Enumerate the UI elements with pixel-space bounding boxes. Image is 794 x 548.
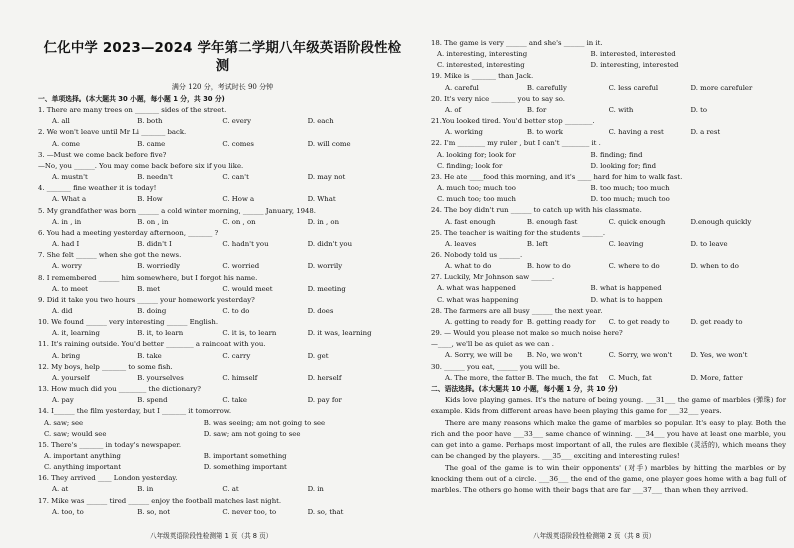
answer-options: [38, 116, 407, 127]
answer-options: [431, 127, 786, 138]
answer-options: [38, 194, 407, 205]
answer-option: B. what is happened: [590, 284, 662, 293]
answer-option: D. to leave: [690, 239, 728, 248]
answer-option: C. much too; too much: [437, 195, 516, 204]
answer-option: A. to meet: [52, 284, 88, 293]
answer-option: D. didn't you: [307, 240, 353, 249]
answer-option: A. all: [52, 117, 70, 126]
exam-title: 仁化中学 2023—2024 学年第二学期八年级英语阶段性检测: [43, 41, 402, 74]
answer-option: C. worried: [222, 262, 260, 271]
answer-option: A. looking for; look for: [437, 150, 516, 159]
answer-option: C. having a rest: [608, 128, 664, 137]
question-stem: 9. Did it take you two hours ______ your homework yesterday?: [38, 295, 255, 304]
answer-option: D. does: [307, 306, 334, 315]
question-stem: 13. How much did you ________ the dictionary?: [38, 385, 201, 394]
answer-option: B. doing: [137, 306, 167, 315]
answer-option: C. never too, to: [222, 507, 277, 516]
answer-option: A. saw; see: [44, 418, 84, 427]
answer-option: C. take: [222, 396, 247, 405]
answer-option: B. finding; find: [590, 150, 643, 159]
answer-options: [431, 49, 786, 60]
exam-subtitle: 满分 120 分，考试时长 90 分钟: [171, 83, 274, 91]
answer-option: A. what to do: [445, 262, 492, 271]
answer-options: [431, 317, 786, 328]
answer-option: C. it is, to learn: [222, 329, 277, 338]
page-footer-right: 八年级英语阶段性检测第 2 页（共 8 页）: [533, 531, 656, 540]
question-stem: 10. We found ______ very interesting ______ English.: [38, 318, 219, 327]
answer-option: C. hadn't you: [222, 240, 269, 249]
question-stem: 3. —Must we come back before five?: [38, 150, 167, 159]
answer-option: C. leaving: [608, 239, 644, 248]
answer-options: [38, 261, 407, 272]
answer-option: D. something important: [203, 463, 287, 472]
answer-option: A. The more, the fatter: [445, 373, 526, 382]
answer-options: [38, 429, 407, 440]
answer-options: [38, 418, 407, 429]
answer-option: B. interested, interested: [590, 50, 676, 59]
answer-option: C. with: [608, 105, 634, 114]
answer-option: B. getting ready for: [526, 317, 596, 326]
passage-paragraph: Kids love playing games. It's the nature of being young. ___31___ the game of marbles (弹珠) for example. Kids from different areas have been playing this game for ___32___ years.: [431, 396, 786, 416]
answer-option: A. worry: [52, 262, 82, 271]
answer-option: B. How: [137, 195, 163, 204]
answer-option: D. in: [307, 485, 324, 494]
question-stem: 15. There's _______ in today's newspaper.: [38, 440, 182, 449]
section-heading-1: 一、单项选择。(本大题共 30 小题，每小题 1 分，共 30 分): [38, 95, 225, 103]
passage-paragraph: The goal of the game is to win their opponents' (对手) marbles by hitting the marbles or by knocking them out of a circle. ___36___ the end of the game, one player goes home with a bag full of marbles. The others go home with their bags that are far ___37___ than when they arrived.: [431, 463, 786, 495]
answer-option: A. what was happened: [437, 284, 516, 293]
answer-option: B. how to do: [526, 262, 571, 271]
question-stem: 24. The boy didn't run ______ to catch up with his classmate.: [431, 206, 642, 215]
question-stem: 1. There are many trees on _______ sides of the street.: [38, 106, 227, 115]
answer-options: [431, 194, 786, 205]
question-stem: 14. I______ the film yesterday, but I _______ it tomorrow.: [38, 407, 232, 416]
question-stem: 6. You had a meeting yesterday afternoon, _______ ?: [38, 228, 219, 237]
answer-options: [38, 395, 407, 406]
answer-option: C. quick enough: [608, 217, 666, 226]
answer-option: D. so, that: [307, 507, 344, 516]
answer-option: D. saw; am not going to see: [203, 429, 301, 438]
reading-passage: [431, 395, 786, 497]
answer-options: [38, 172, 407, 183]
page-footer-left: 八年级英语阶段性检测第 1 页（共 8 页）: [150, 531, 273, 540]
answer-option: A. of: [445, 105, 462, 114]
answer-options: [38, 328, 407, 339]
answer-option: B. left: [526, 239, 548, 248]
answer-option: D. in , on: [307, 217, 340, 226]
answer-option: C. interested, interesting: [437, 61, 525, 70]
answer-option: D. to: [690, 105, 708, 114]
question-stem: 27. Luckily, Mr Johnson saw ______.: [431, 273, 555, 282]
question-stem: 2. We won't leave until Mr Li _______ back.: [38, 128, 187, 137]
answer-option: D. too much; much too: [590, 195, 670, 204]
answer-option: D. interesting, interested: [590, 61, 679, 70]
answer-option: C. can't: [222, 173, 249, 182]
answer-options: [38, 239, 407, 250]
answer-options: [431, 105, 786, 116]
question-stem: 22. I'm ________ my ruler , but I can't ________ it .: [431, 139, 601, 148]
answer-options: [431, 217, 786, 228]
answer-options: [38, 484, 407, 495]
answer-option: C. Sorry, we won't: [608, 351, 673, 360]
answer-options: [431, 60, 786, 71]
answer-option: A. mustn't: [52, 173, 88, 182]
answer-option: C. less careful: [608, 83, 659, 92]
answer-option: B. to work: [526, 128, 563, 137]
answer-option: B. spend: [137, 396, 168, 405]
answer-option: A. much too; much too: [437, 184, 516, 193]
answer-options: [38, 451, 407, 462]
answer-option: D. meeting: [307, 284, 346, 293]
answer-option: B. for: [526, 105, 547, 114]
answer-option: C. every: [222, 117, 252, 126]
question-stem: 19. Mike is _______ than Jack.: [431, 72, 534, 81]
answer-option: D. when to do: [690, 262, 739, 271]
question-stem: —____, we'll be as quiet as we can .: [431, 340, 554, 349]
answer-option: B. came: [137, 139, 166, 148]
question-stem: 8. I remembered ______ him somewhere, but I forgot his name.: [38, 273, 258, 282]
answer-option: A. leaves: [445, 239, 477, 248]
answer-option: B. it, to learn: [137, 329, 184, 338]
answer-option: A. come: [52, 139, 80, 148]
answer-option: A. too, to: [52, 507, 84, 516]
question-stem: 11. It's raining outside. You'd better ________ a raincoat with you.: [38, 340, 266, 349]
answer-options: [431, 239, 786, 250]
answer-options: [38, 139, 407, 150]
answer-option: D. get: [307, 351, 329, 360]
answer-option: A. bring: [52, 351, 81, 360]
question-stem: 26. Nobody told us ______.: [431, 250, 523, 259]
question-stem: 16. They arrived ____ London yesterday.: [38, 474, 178, 483]
answer-option: B. important something: [203, 452, 287, 460]
answer-option: A. at: [52, 485, 69, 494]
answer-option: A. pay: [52, 396, 74, 405]
answer-option: C. what was happening: [437, 295, 519, 304]
answer-option: C. How a: [222, 195, 255, 204]
answer-option: A. fast enough: [445, 217, 496, 226]
answer-option: C. on , on: [222, 217, 256, 226]
answer-option: A. working: [445, 128, 483, 137]
section-heading-2: 二、语法选择。(本大题共 10 小题，每小题 1 分，共 10 分): [431, 384, 618, 393]
answer-options: [38, 217, 407, 228]
answer-option: D. will come: [307, 139, 351, 148]
answer-option: A. careful: [445, 83, 479, 92]
answer-option: C. where to do: [608, 262, 660, 271]
answer-option: A. getting to ready for: [445, 317, 523, 326]
passage-paragraph: There are many reasons which make the game of marbles so popular. It's easy to play. Both the rich and the poor have ___33___ same chance of winning. ___34___ you have at least one marble, you can get into a game. Perhaps most important of all, the rules are flexible (灵活的), which means they can be changed by the players. ___35___ exciting and interesting rules!: [431, 418, 786, 461]
answer-option: D. What: [307, 195, 336, 204]
question-stem: 29. — Would you please not make so much noise here?: [431, 329, 623, 338]
answer-option: B. No, we won't: [526, 351, 583, 360]
answer-options: [431, 183, 786, 194]
answer-options: [431, 295, 786, 306]
answer-option: D. may not: [307, 173, 346, 182]
answer-option: B. carefully: [526, 83, 567, 92]
answer-option: B. in: [137, 485, 154, 494]
answer-option: B. on , in: [137, 217, 169, 226]
answer-option: D. it was, learning: [307, 329, 372, 338]
answer-option: D. looking for; find: [590, 161, 657, 170]
answer-options: [38, 306, 407, 317]
question-stem: 23. He ate ____food this morning, and it's ____ hard for him to walk fast.: [431, 172, 683, 181]
answer-option: B. The much, the fat: [526, 373, 599, 382]
answer-option: B. take: [137, 351, 162, 360]
answer-option: C. carry: [222, 351, 251, 360]
question-list-left: [38, 105, 407, 518]
answer-option: C. comes: [222, 139, 254, 148]
answer-option: A. important anything: [44, 452, 121, 460]
answer-option: C. finding; look for: [437, 161, 503, 170]
answer-option: A. interesting, interesting: [437, 50, 528, 59]
answer-options: [431, 150, 786, 161]
answer-option: C. anything important: [44, 463, 121, 472]
answer-options: [38, 462, 407, 473]
question-stem: 7. She felt ______ when she got the news.: [38, 251, 182, 260]
answer-option: B. both: [137, 117, 163, 126]
answer-option: D. more carefuler: [690, 83, 753, 92]
answer-option: D. each: [307, 117, 334, 126]
answer-option: B. too much; too much: [590, 184, 670, 193]
answer-option: B. needn't: [137, 173, 173, 182]
answer-options: [431, 83, 786, 94]
answer-option: D. pay for: [307, 396, 342, 405]
answer-option: C. to do: [222, 306, 250, 315]
answer-option: C. Much, fat: [608, 373, 652, 382]
answer-options: [431, 373, 786, 384]
question-stem: 25. The teacher is waiting for the students ______.: [431, 228, 606, 237]
question-stem: 17. Mike was ______ tired ______ enjoy the football matches last night.: [38, 496, 282, 505]
answer-option: C. himself: [222, 373, 258, 382]
answer-option: D. get ready to: [690, 317, 743, 326]
answer-option: C. at: [222, 485, 239, 494]
question-stem: 30. ______ you eat, ______ you will be.: [431, 362, 560, 371]
answer-option: D. worrily: [307, 262, 343, 271]
answer-option: A. did: [52, 306, 73, 315]
question-list-right: [431, 38, 786, 384]
question-stem: 20. It's very nice _______ you to say so.: [431, 94, 565, 103]
answer-options: [431, 161, 786, 172]
answer-option: D. a rest: [690, 128, 721, 137]
answer-option: D. More, fatter: [690, 373, 743, 382]
answer-option: B. didn't I: [137, 240, 172, 249]
answer-option: A. Sorry, we will be: [445, 351, 513, 360]
answer-option: B. worriedly: [137, 262, 181, 271]
question-stem: 21.You looked tired. You'd better stop ________.: [431, 117, 595, 126]
answer-option: B. yourselves: [137, 373, 184, 382]
answer-options: [38, 373, 407, 384]
answer-option: C. saw; would see: [44, 429, 107, 438]
question-stem: 18. The game is very ______ and she's ______ in it.: [431, 39, 603, 47]
answer-options: [431, 261, 786, 272]
answer-option: D. herself: [307, 373, 342, 382]
answer-option: C. to get ready to: [608, 317, 670, 326]
answer-option: B. enough fast: [526, 217, 578, 226]
answer-option: A. in , in: [52, 217, 82, 226]
answer-options: [38, 351, 407, 362]
answer-options: [431, 283, 786, 294]
question-stem: 5. My grandfather was born ______ a cold winter morning, ______ January, 1948.: [38, 206, 316, 215]
answer-option: B. so, not: [137, 507, 171, 516]
answer-option: B. met: [137, 284, 161, 293]
question-stem: 28. The farmers are all busy ______ the next year.: [431, 306, 603, 315]
answer-option: D.enough quickly: [690, 217, 752, 226]
question-stem: 12. My boys, help _______ to some fish.: [38, 362, 173, 371]
answer-options: [38, 284, 407, 295]
answer-option: A. What a: [52, 195, 87, 204]
answer-option: C. would meet: [222, 284, 273, 293]
answer-option: A. yourself: [52, 373, 90, 382]
answer-option: B. was seeing; am not going to see: [203, 418, 326, 427]
page-right: [413, 0, 794, 548]
question-stem: 4. _______ fine weather it is today!: [38, 184, 157, 193]
question-stem: —No, you ______. You may come back before six if you like.: [38, 161, 244, 170]
answer-option: D. Yes, we won't: [690, 351, 748, 360]
answer-option: A. it, learning: [52, 329, 100, 338]
answer-options: [431, 350, 786, 361]
answer-option: A. had I: [52, 240, 80, 249]
answer-options: [38, 507, 407, 518]
answer-option: D. what is to happen: [590, 295, 663, 304]
